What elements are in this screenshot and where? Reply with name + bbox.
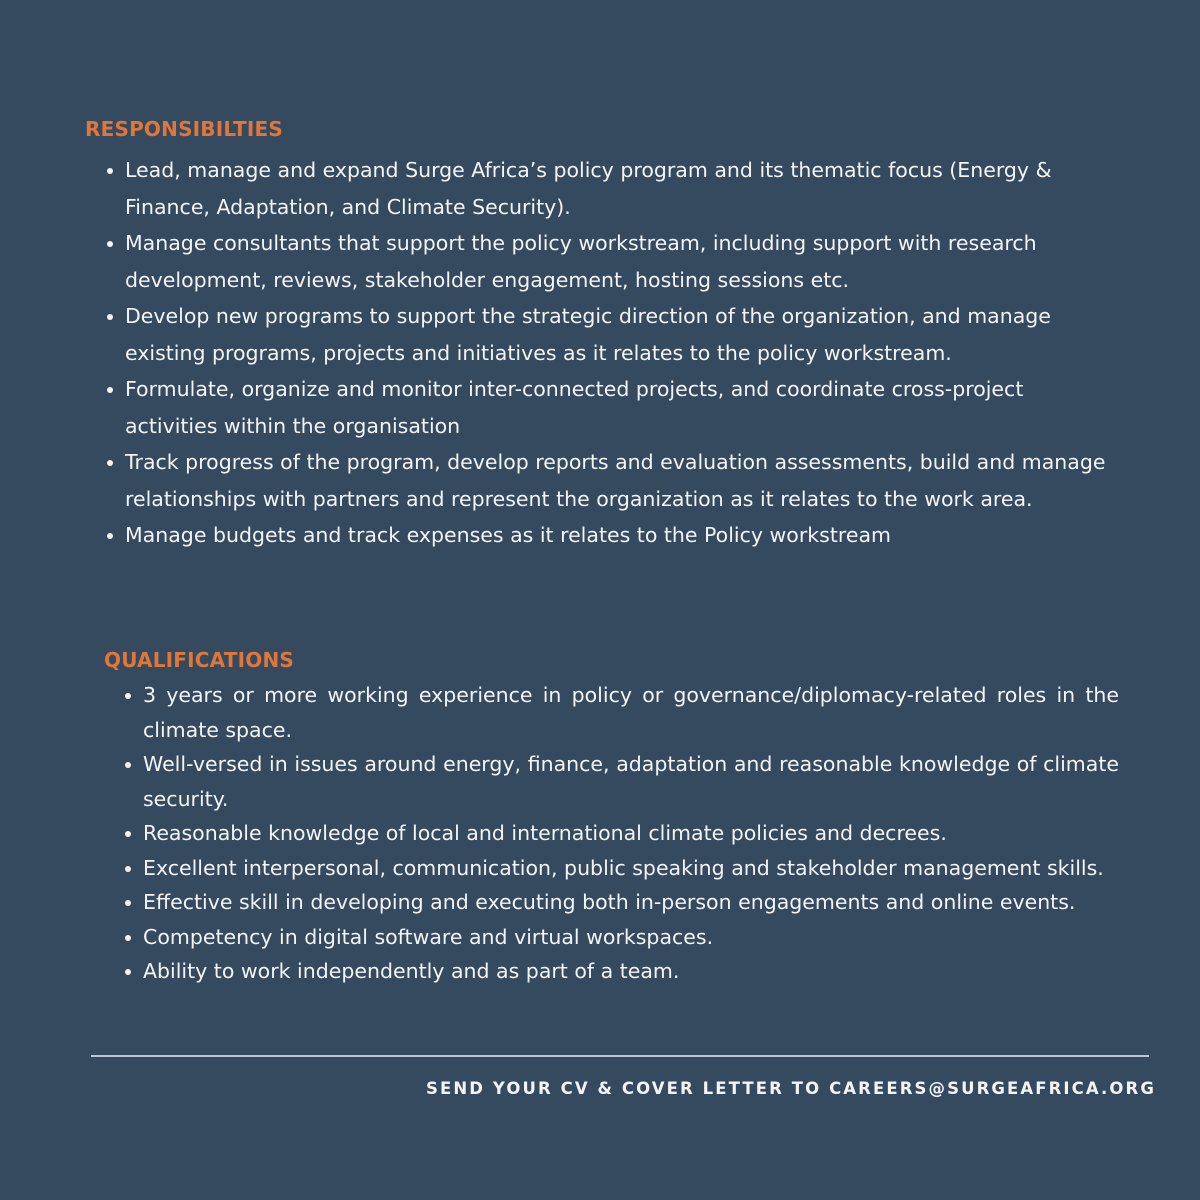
qualifications-heading: QUALIFICATIONS [104, 648, 295, 672]
footer-divider [91, 1055, 1149, 1057]
list-item: Manage budgets and track expenses as it relates to the Policy workstream [125, 517, 1115, 554]
list-item: Ability to work independently and as part of a team. [143, 954, 1119, 989]
list-item: 3 years or more working experience in policy or governance/diplomacy-related roles in the climate space. [143, 678, 1119, 747]
list-item: Manage consultants that support the policy workstream, including support with research development, reviews, stakeholder engagement, hosting sessions etc. [125, 225, 1115, 298]
list-item: Excellent interpersonal, communication, public speaking and stakeholder management skills. [143, 851, 1119, 886]
list-item: Formulate, organize and monitor inter-connected projects, and coordinate cross-project activities within the organisation [125, 371, 1115, 444]
qualifications-list [143, 678, 1119, 989]
responsibilities-heading: RESPONSIBILTIES [85, 117, 283, 141]
list-item: Reasonable knowledge of local and international climate policies and decrees. [143, 816, 1119, 851]
list-item: Track progress of the program, develop reports and evaluation assessments, build and manage relationships with partners and represent the organization as it relates to the work area. [125, 444, 1115, 517]
application-instructions: SEND YOUR CV & COVER LETTER TO CAREERS@SURGEAFRICA.ORG [425, 1079, 1156, 1098]
list-item: Well-versed in issues around energy, finance, adaptation and reasonable knowledge of climate security. [143, 747, 1119, 816]
list-item: Effective skill in developing and executing both in-person engagements and online events. [143, 885, 1119, 920]
list-item: Lead, manage and expand Surge Africa’s policy program and its thematic focus (Energy & Finance, Adaptation, and Climate Security). [125, 152, 1115, 225]
responsibilities-list [125, 152, 1115, 554]
list-item: Competency in digital software and virtual workspaces. [143, 920, 1119, 955]
list-item: Develop new programs to support the strategic direction of the organization, and manage existing programs, projects and initiatives as it relates to the policy workstream. [125, 298, 1115, 371]
